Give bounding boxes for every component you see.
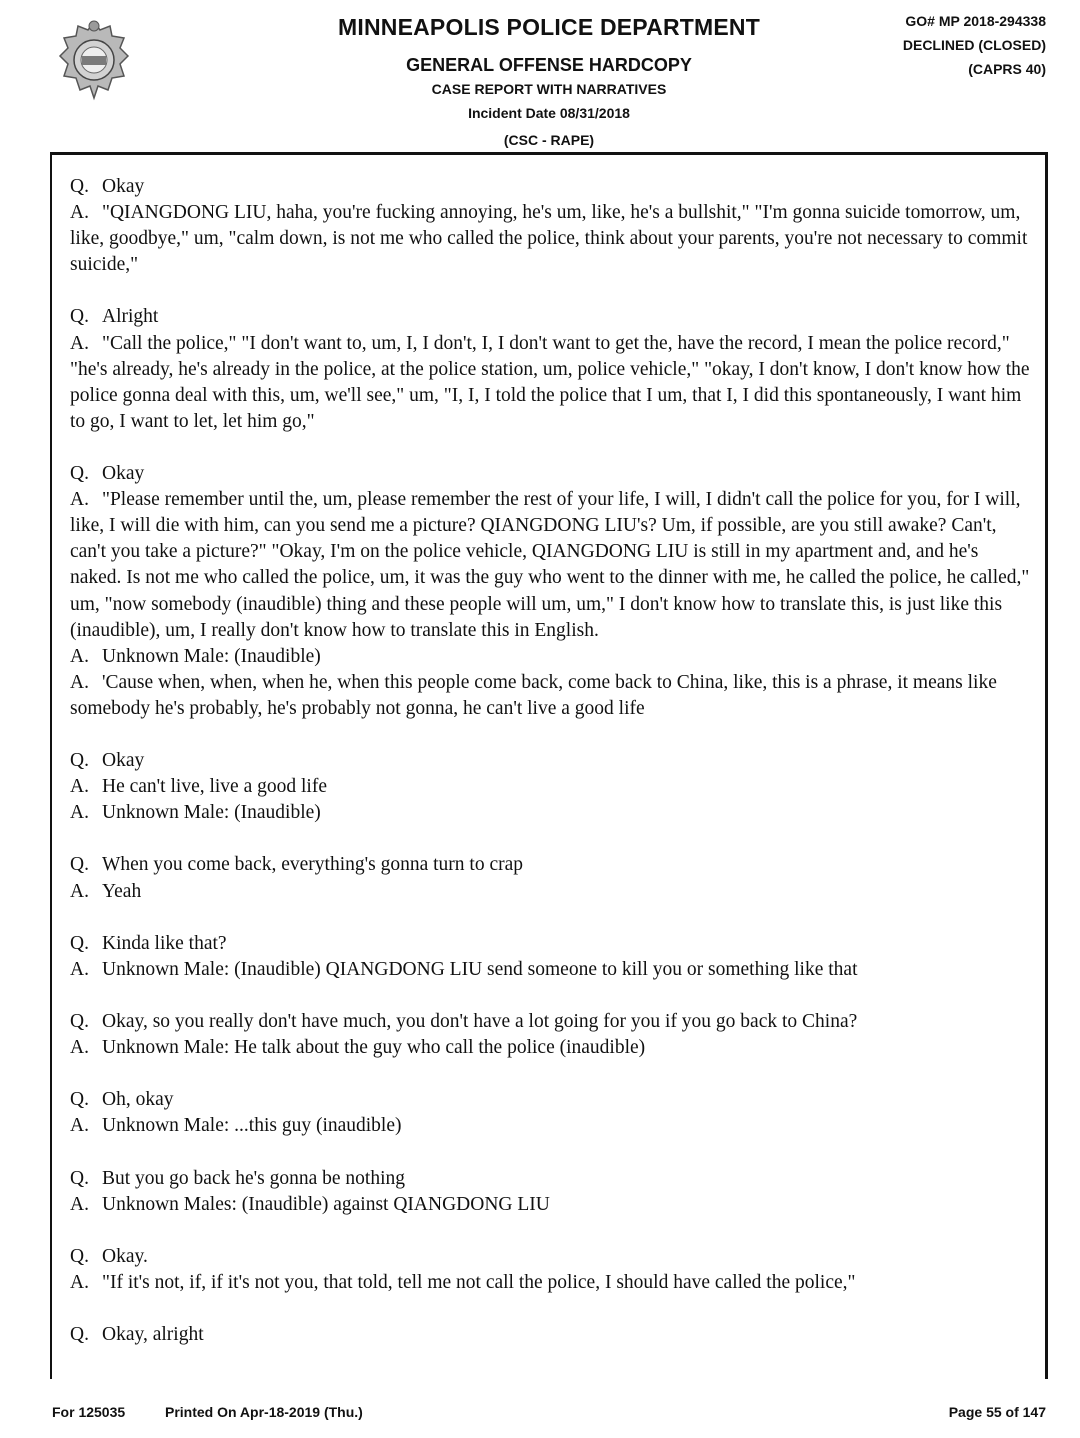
answer-line xyxy=(70,487,1030,644)
transcript-text: But you go back he's gonna be nothing xyxy=(102,1167,406,1189)
offense-code: (CSC - RAPE) xyxy=(503,132,595,148)
qa-block xyxy=(70,304,1030,434)
speaker-tag: Q. xyxy=(70,1167,89,1189)
transcript-text: "QIANGDONG LIU, haha, you're fucking annoying, he's um, like, he's a bullshit," "I'm gonna suicide tomorrow, um, like, goodbye," um, "calm down, is not me who called the police, think about your parents, you're not necessary to commit suicide," xyxy=(70,202,1028,276)
footer-page: Page 55 of 147 xyxy=(948,1404,1046,1420)
answer-line xyxy=(70,200,1030,278)
speaker-tag: A. xyxy=(70,802,89,824)
transcript-text: Unknown Male: He talk about the guy who call the police (inaudible) xyxy=(102,1037,646,1059)
speaker-tag: Q. xyxy=(70,1089,89,1111)
caprs-code: (CAPRS 40) xyxy=(968,61,1046,77)
qa-block xyxy=(70,1244,1030,1296)
answer-line xyxy=(70,879,1030,905)
answer-line xyxy=(70,1113,1030,1139)
transcript-text: "Please remember until the, um, please remember the rest of your life, I will, I didn't call the police for you, for I will, like, I will die with him, can you send me a picture? QIANGDONG LIU's? Um, if possible, are you still awake? Can't, can't you take a picture?" "Okay, I'm on the police vehicle, QIANGDONG LIU is still in my apartment and, and he's naked. Is not me who called the police, um, it was the guy who went to the dinner with me, he called the police, he called," um, "now somebody (inaudible) thing and these people will um, um," I don't know how to translate this, is just like this (inaudible), um, I really don't know how to translate this in English. xyxy=(70,489,1030,641)
transcript-text: Okay xyxy=(102,750,145,772)
speaker-tag: A. xyxy=(70,645,89,667)
speaker-tag: Q. xyxy=(70,463,89,485)
transcript-text: Okay xyxy=(102,176,145,197)
transcript-text: Unknown Male: ...this guy (inaudible) xyxy=(102,1115,402,1137)
speaker-tag: A. xyxy=(70,958,89,980)
speaker-tag: Q. xyxy=(70,854,89,876)
speaker-tag: Q. xyxy=(70,306,89,328)
answer-line xyxy=(70,1192,1030,1218)
frame-left-rule xyxy=(50,152,52,1379)
go-number: GO# MP 2018-294338 xyxy=(905,13,1046,29)
case-info xyxy=(903,9,1046,81)
speaker-tag: A. xyxy=(70,880,89,902)
qa-block xyxy=(70,931,1030,983)
answer-line xyxy=(70,644,1030,670)
question-line xyxy=(70,931,1030,957)
speaker-tag: A. xyxy=(70,1037,89,1059)
transcript-text: "Call the police," "I don't want to, um, I, I don't, I, I don't want to get the, have the record, I mean the police record," "he's already, he's already in the police, at the police station, um, police vehicle," "okay, I don't know, I don't know how the police gonna deal with this, um, we'll see," um, "I, I, I told the police that I um, that I, I did this spontaneously, I want him to go, I want to let, let him go," xyxy=(70,332,1030,432)
transcript-text: Yeah xyxy=(102,880,142,902)
transcript-text: "If it's not, if, if it's not you, that told, tell me not call the police, I should have called the police," xyxy=(102,1271,856,1293)
answer-line xyxy=(70,1270,1030,1296)
incident-date: Incident Date 08/31/2018 xyxy=(468,105,630,121)
question-line xyxy=(70,852,1030,878)
speaker-tag: Q. xyxy=(70,1324,89,1346)
question-line xyxy=(70,1009,1030,1035)
qa-block xyxy=(70,1166,1030,1218)
footer-printed: Printed On Apr-18-2019 (Thu.) xyxy=(165,1404,363,1420)
frame-top-rule xyxy=(50,152,1048,155)
speaker-tag: Q. xyxy=(70,176,89,197)
transcript-text: Unknown Male: (Inaudible) QIANGDONG LIU send someone to kill you or something like that xyxy=(102,958,858,980)
report-subtitle: CASE REPORT WITH NARRATIVES xyxy=(431,81,667,97)
question-line xyxy=(70,1166,1030,1192)
speaker-tag: A. xyxy=(70,489,89,511)
qa-block xyxy=(70,1322,1030,1348)
transcript-text: Alright xyxy=(102,306,159,328)
speaker-tag: Q. xyxy=(70,932,89,954)
speaker-tag: A. xyxy=(70,671,89,693)
question-line xyxy=(70,304,1030,330)
qa-block xyxy=(70,1087,1030,1139)
transcript-text: Kinda like that? xyxy=(102,932,227,954)
frame-right-rule xyxy=(1045,152,1048,1379)
transcript-text: 'Cause when, when, when he, when this people come back, come back to China, like, this is a phrase, it means like somebody he's probably, he's probably not gonna, he can't live a good life xyxy=(70,671,997,719)
question-line xyxy=(70,174,1030,200)
transcript-text: Okay, alright xyxy=(102,1324,204,1346)
case-status: DECLINED (CLOSED) xyxy=(902,37,1046,53)
transcript-text: When you come back, everything's gonna turn to crap xyxy=(102,854,524,876)
question-line xyxy=(70,461,1030,487)
qa-block xyxy=(70,1009,1030,1061)
speaker-tag: A. xyxy=(70,1271,89,1293)
answer-line xyxy=(70,774,1030,800)
narrative-body xyxy=(70,174,1030,1374)
qa-block xyxy=(70,174,1030,278)
speaker-tag: Q. xyxy=(70,1245,89,1267)
department-title: MINNEAPOLIS POLICE DEPARTMENT xyxy=(338,14,760,40)
qa-block xyxy=(70,852,1030,904)
answer-line xyxy=(70,1035,1030,1061)
transcript-text: Okay. xyxy=(102,1245,148,1267)
transcript-text: Unknown Male: (Inaudible) xyxy=(102,645,321,667)
speaker-tag: A. xyxy=(70,202,89,224)
question-line xyxy=(70,1322,1030,1348)
answer-line xyxy=(70,331,1030,435)
transcript-text: Okay, so you really don't have much, you don't have a lot going for you if you go back to China? xyxy=(102,1011,858,1032)
answer-line xyxy=(70,800,1030,826)
question-line xyxy=(70,1244,1030,1270)
transcript-text: Okay xyxy=(102,463,145,485)
speaker-tag: A. xyxy=(70,1193,89,1215)
speaker-tag: A. xyxy=(70,1115,89,1137)
qa-block xyxy=(70,461,1030,722)
speaker-tag: Q. xyxy=(70,1011,89,1032)
question-line xyxy=(70,1087,1030,1113)
transcript-text: He can't live, live a good life xyxy=(102,776,327,798)
answer-line xyxy=(70,670,1030,722)
transcript-text: Unknown Male: (Inaudible) xyxy=(102,802,321,824)
speaker-tag: Q. xyxy=(70,750,89,772)
question-line xyxy=(70,748,1030,774)
transcript-text: Unknown Males: (Inaudible) against QIANGDONG LIU xyxy=(102,1193,550,1215)
qa-block xyxy=(70,748,1030,826)
speaker-tag: A. xyxy=(70,776,89,798)
footer-for: For 125035 xyxy=(52,1404,126,1420)
report-type: GENERAL OFFENSE HARDCOPY xyxy=(406,55,692,75)
transcript-text: Oh, okay xyxy=(102,1089,174,1111)
speaker-tag: A. xyxy=(70,332,89,354)
answer-line xyxy=(70,957,1030,983)
